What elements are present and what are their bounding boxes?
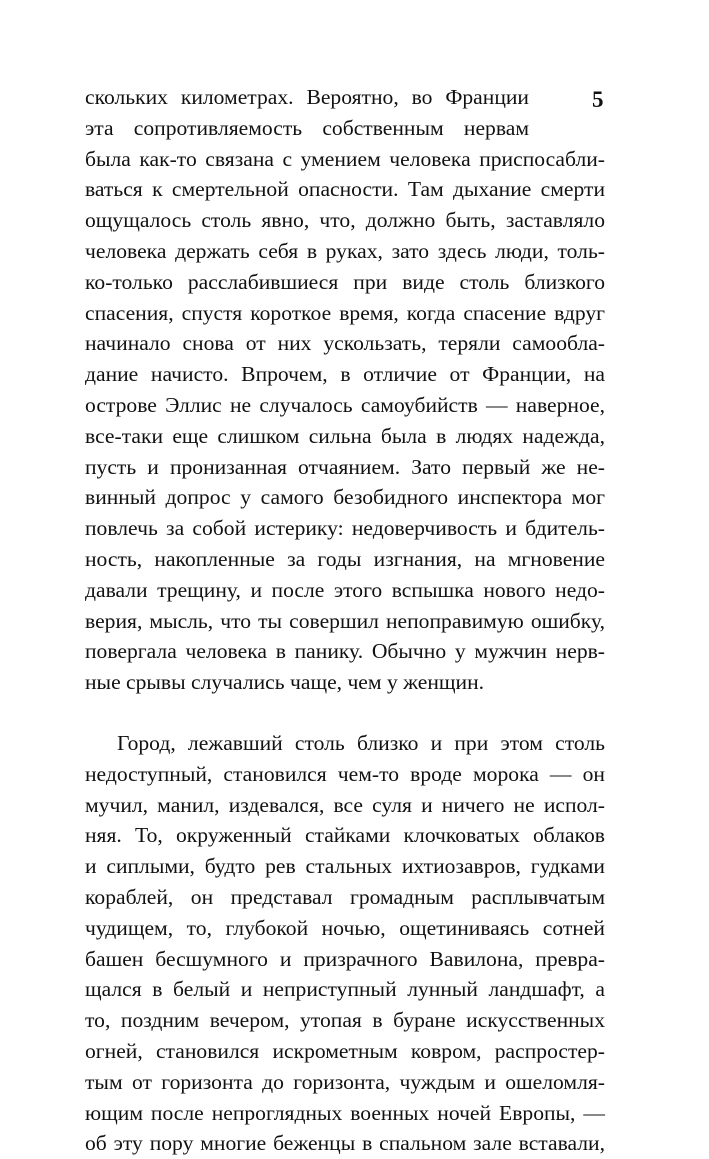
text-line: об эту пору многие беженцы в спальном зале вставали, [85, 1131, 605, 1156]
text-line: скольких километрах. Вероятно, во Франции [85, 85, 529, 109]
text-line: верия, мысль, что ты совершил непоправимую ошибку, [85, 608, 605, 633]
text-line: повергала человека в панику. Обычно у мужчин нерв- [85, 639, 605, 664]
text-line: острове Эллис не случалось самоубийств — наверное, [85, 392, 605, 417]
text-line: начинало снова от них ускользать, теряли самообла- [85, 331, 605, 356]
text-line: ощущалось столь явно, что, должно быть, заставляло [85, 208, 605, 233]
text-line: няя. То, окруженный стайками клочковатых облаков [85, 823, 605, 848]
text-line: ющим после непроглядных военных ночей Европы, — [85, 1100, 605, 1125]
text-line: чудищем, то, глубокой ночью, ощетиниваясь сотней [85, 915, 605, 940]
text-line: давали трещину, и после этого вспышка нового недо- [85, 577, 605, 602]
text-line: ность, накопленные за годы изгнания, на мгновение [85, 546, 605, 571]
page-body [85, 82, 605, 1156]
text-line: то, поздним вечером, утопая в буране искусственных [85, 1008, 605, 1033]
paragraph-gap [85, 698, 605, 728]
text-line: пусть и пронизанная отчаянием. Зато первый же не- [85, 454, 605, 479]
text-line: дание начисто. Впрочем, в отличие от Франции, на [85, 362, 605, 387]
text-line: ные срывы случались чаще, чем у женщин. [85, 670, 485, 695]
text-line: башен бесшумного и призрачного Вавилона, превра- [85, 946, 605, 971]
text-line: повлечь за собой истерику: недоверчивость и бдитель- [85, 516, 605, 541]
paragraph-1 [85, 82, 605, 698]
text-line: кораблей, он представал громадным расплывчатым [85, 884, 605, 909]
text-line: человека держать себя в руках, зато здесь люди, толь- [85, 238, 605, 263]
text-line: тым от горизонта до горизонта, чуждым и ошеломля- [85, 1069, 605, 1094]
text-line: винный допрос у самого безобидного инспектора мог [85, 485, 605, 510]
text-line: ваться к смертельной опасности. Там дыхание смерти [85, 177, 605, 202]
text-line: ко-только расслабившиеся при виде столь близкого [85, 269, 605, 294]
text-line: огней, становился искрометным ковром, распростер- [85, 1038, 605, 1063]
text-line: Город, лежавший столь близко и при этом столь [117, 730, 605, 755]
text-line: щался в белый и неприступный лунный ландшафт, а [85, 977, 605, 1002]
text-line: все-таки еще слишком сильна была в людях надежда, [85, 423, 605, 448]
text-line: недоступный, становился чем-то вроде морока — он [85, 761, 605, 786]
paragraph-2 [85, 728, 605, 1159]
text-line: мучил, манил, издевался, все суля и ничего не испол- [85, 792, 605, 817]
page-number: 5 [592, 87, 604, 112]
text-line: спасения, спустя короткое время, когда спасение вдруг [85, 300, 605, 325]
text-line: эта сопротивляемость собственным нервам [85, 115, 529, 140]
text-line: была как-то связана с умением человека приспосабли- [85, 146, 605, 171]
text-line: и сиплыми, будто рев стальных ихтиозавров, гудками [85, 854, 605, 879]
